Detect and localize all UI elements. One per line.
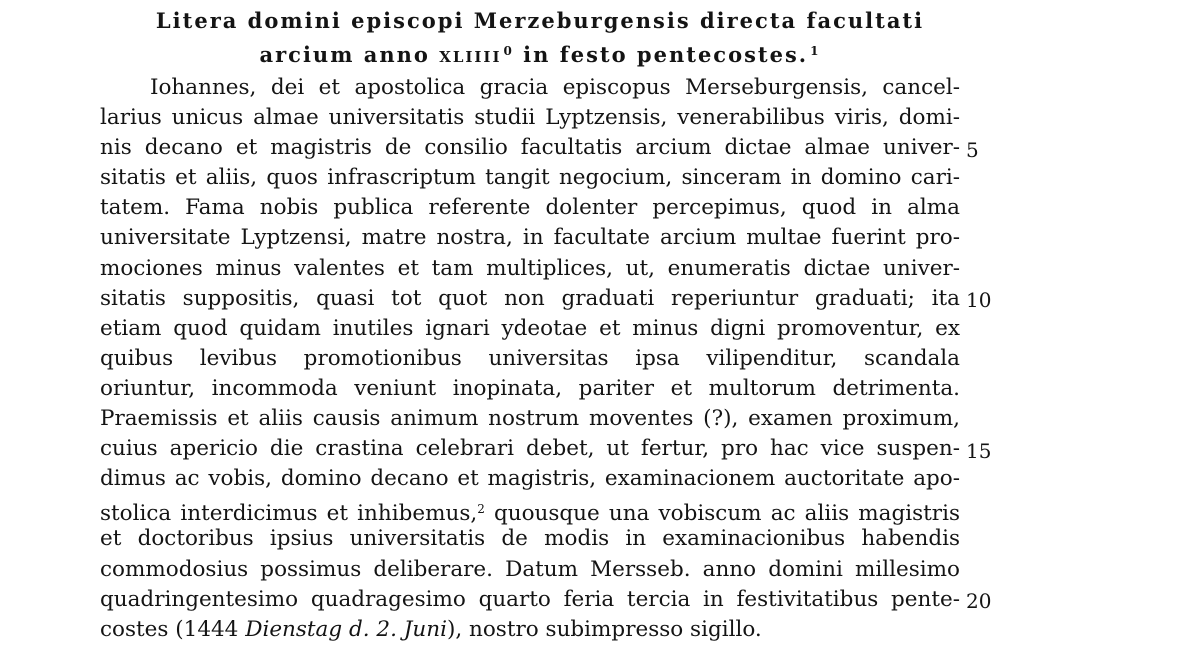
- text-line: universitate Lyptzensi, matre nostra, in facultate arcium multae fuerint pro-: [100, 225, 960, 251]
- text-line: larius unicus almae universitatis studii Lyptzensis, venerabilibus viris, domi-: [100, 105, 960, 131]
- heading-line-2: arcium anno XLIIII $^0$ in festo pentecostes. $^1$: [259, 42, 821, 67]
- heading-line-1: Litera domini episcopi Merzeburgensis directa facultati: [155, 8, 925, 33]
- text-line: cuius apericio die crastina celebrari debet, ut fertur, pro hac vice suspen-: [100, 436, 960, 462]
- text-line: costes (1444 Dienstag d. 2. Juni), nostro subimpresso sigillo.: [100, 616, 762, 642]
- text-line: commodosius possimus deliberare. Datum Mersseb. anno domini millesimo: [100, 556, 960, 582]
- text-line: sitatis et aliis, quos infrascriptum tangit negocium, sinceram in domino cari-: [100, 165, 960, 191]
- text-line: stolica interdicimus et inhibemus,$^2$ quousque una vobiscum ac aliis magistris: [100, 501, 960, 527]
- text-line: tatem. Fama nobis publica referente dolenter percepimus, quod in alma: [100, 195, 960, 221]
- year-superscript: 0: [503, 44, 514, 58]
- text-line: et doctoribus ipsius universitatis de modis in examinacionibus habendis: [100, 526, 960, 552]
- line-number-15: 15: [966, 439, 992, 463]
- footnote-ref-2: 2: [477, 502, 485, 517]
- text-line: Iohannes, dei et apostolica gracia episcopus Merseburgensis, cancel-: [150, 75, 960, 100]
- line-number-20: 20: [966, 589, 992, 613]
- text-line: quadringentesimo quadragesimo quarto feria tercia in festivitatibus pente-: [100, 586, 960, 612]
- text-line: Praemissis et aliis causis animum nostrum moventes (?), examen proximum,: [100, 406, 960, 432]
- text-line: dimus ac vobis, domino decano et magistris, examinacionem auctoritate apo-: [100, 466, 960, 492]
- text-line: etiam quod quidam inutiles ignari ydeotae et minus digni promoventur, ex: [100, 315, 960, 341]
- document-heading: [100, 6, 980, 72]
- footnote-ref-1: 1: [810, 44, 821, 58]
- text-line: oriuntur, incommoda veniunt inopinata, pariter et multorum detrimenta.: [100, 375, 960, 401]
- year-numeral: XLIIII: [439, 48, 502, 66]
- date-annotation: Dienstag d. 2. Juni: [245, 616, 447, 642]
- text-line: nis decano et magistris de consilio facultatis arcium dictae almae univer-: [100, 135, 960, 161]
- text-line: quibus levibus promotionibus universitas ipsa vilipenditur, scandala: [100, 345, 960, 371]
- text-line: sitatis suppositis, quasi tot quot non graduati reperiuntur graduati; ita: [100, 285, 960, 311]
- letter-body: [100, 73, 960, 645]
- line-number-5: 5: [966, 138, 979, 162]
- text-line: mociones minus valentes et tam multiplices, ut, enumeratis dictae univer-: [100, 255, 960, 281]
- line-number-10: 10: [966, 288, 992, 312]
